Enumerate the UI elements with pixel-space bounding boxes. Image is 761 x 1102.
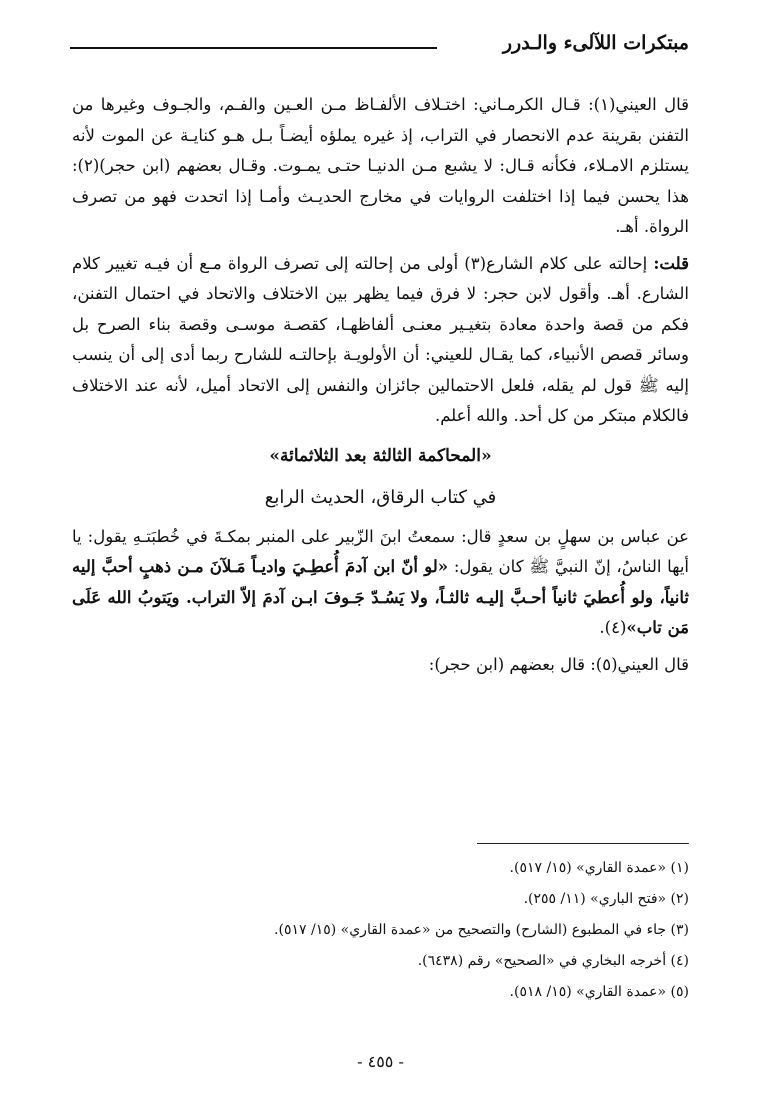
qult-text: إحالته على كلام الشارع(٣) أولى من إحالته إلى تصرف الرواة مـع أن فيـه تغيير كلام الشارع. أهـ. وأقول لابن حجر: لا فرق فيما يظهر بين الاختلاف والاتحاد في احتمال التفنن، فكم من قصة واحدة معادة بتغيـير معنـى ألفاظهـا، كقصـة موسـى وقصة بناء الصرح بل وسائر قصص الأنبياء، كما يقـال للعيني: أن الأولويـة بإحالتـه للشارح ربما أدى إلى أن ينسب إليه ﷺ قول لم يقله، فلعل الاحتمالين جائزان والنفس إلى الاتحاد أميل، لأنه عند الاختلاف فالكلام مبتكر من كل أحد. والله أعلم. [72,253,689,425]
qult-label: قلت: [653,253,689,273]
footnote-rule [477,843,689,844]
section-subtitle: في كتاب الرقاق، الحديث الرابع [264,486,497,508]
paragraph-qult [72,249,689,432]
page-number: - ٤٥٥ - [357,1052,404,1071]
hadith-text: «لو أنّ ابن آدمَ أُعطِـيَ واديـاً مَـلآنَ مـن ذهبٍ أحبَّ إليه ثانياً، ولو أُعطيَ ثانياً أحـبَّ إليـه ثالثـاً، ولا يَسُـدّ جَـوفَ ابـن آدمَ إلاّ التراب. ويَتوبُ الله عَلَى مَن تاب» [72,557,689,637]
running-header [70,30,689,60]
footnotes [72,853,689,1008]
footnote-item: (٥) «عمدة القاري» (١٥/ ٥١٨). [509,984,689,1000]
hadith-intro: عن عباس بن سهلٍ بن سعدٍ قال: سمعتُ ابنَ الزّبير على المنبر بمكـةَ في خُطبَتـهِ يقول: يا أيها الناسُ، إنّ النبيَّ ﷺ كان يقول: [72,526,689,576]
paragraph-closing: قال العيني(٥): قال بعضهم (ابن حجر): [428,654,689,674]
footnote-item: (٣) جاء في المطبوع (الشارح) والتصحيح من «عمدة القاري» (١٥/ ٥١٧). [274,922,689,938]
paragraph-aini-kirmani: قال العيني(١): قـال الكرمـاني: اختـلاف الألفـاظ مـن العـين والفـم، والجـوف وغيرها من التفنن بقرينة عدم الانحصار في التراب، إذ غيره يملؤه أيضـاً بـل هـو كنايـة عن الموت لأنه يستلزم الامـلاء، فكأنه قـال: لا يشبع مـن الدنيـا حتـى يمـوت. وقـال بعضهم (ابن حجر)(٢): هذا يحسن فيما إذا اختلفت الروايات في مخارج الحديـث وأمـا إذا اتحدت فهو من تصرف الرواة. أهـ. [72,95,689,236]
footnote-item: (١) «عمدة القاري» (١٥/ ٥١٧). [509,860,689,876]
running-header-title: مبتكرات اللآلىء والـدرر [502,32,689,54]
footnote-item: (٢) «فتح الباري» (١١/ ٢٥٥). [523,891,689,907]
section-title: «المحاكمة الثالثة بعد الثلاثمائة» [269,445,492,466]
paragraph-hadith [72,522,689,644]
hadith-ref: (٤). [599,618,627,637]
footnote-item: (٤) أخرجه البخاري في «الصحيح» رقم (٦٤٣٨). [417,953,689,969]
header-rule [70,47,437,49]
main-text [72,90,689,686]
